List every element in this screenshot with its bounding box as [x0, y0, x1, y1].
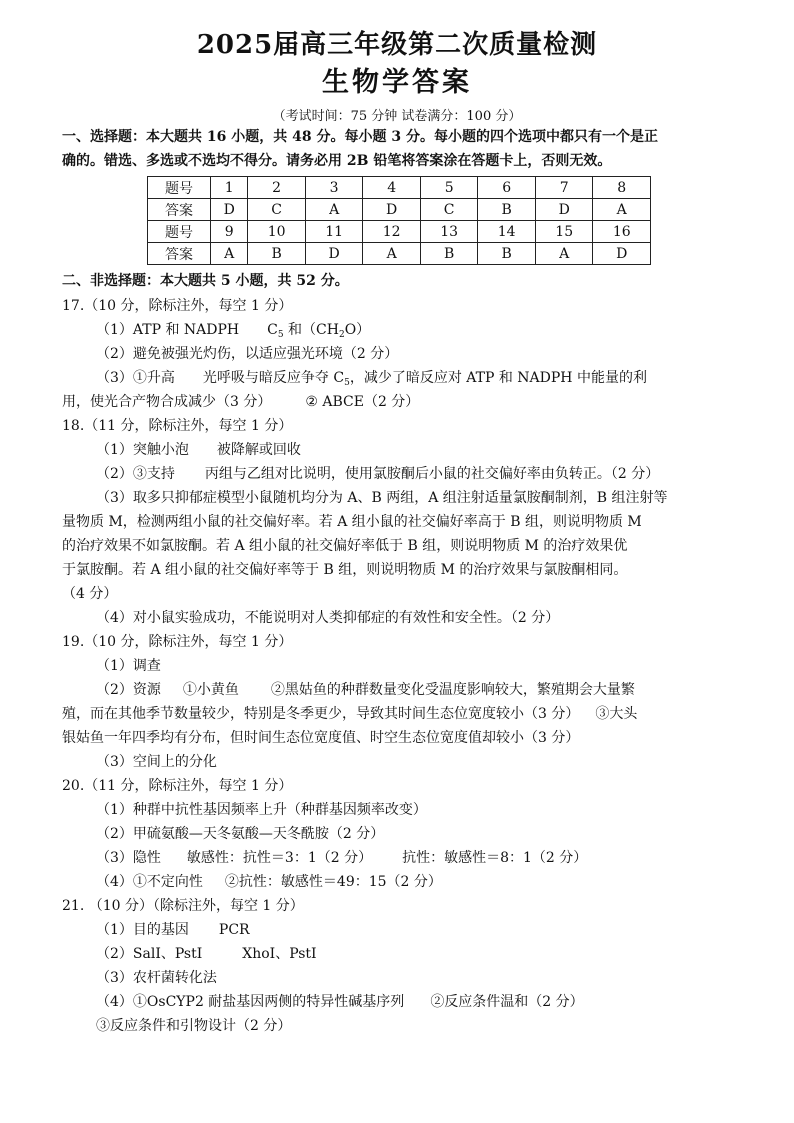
table-cell: 15	[535, 221, 593, 243]
table-cell: 8	[593, 177, 651, 199]
multiple-choice-answer-table	[147, 176, 651, 265]
table-cell: 3	[305, 177, 363, 199]
q21-answer-1	[96, 921, 250, 939]
answer-text: ，减少了暗反应对 ATP 和 NADPH 中能量的利	[349, 370, 647, 386]
answer-title: 生物学答案	[322, 67, 472, 98]
q17-answer-3-line2	[62, 393, 419, 411]
answer-text: （1）突触小泡	[96, 442, 189, 458]
table-cell: B	[478, 199, 536, 221]
subscript: 2	[338, 330, 345, 340]
table-cell: 4	[363, 177, 421, 199]
answer-text: ②抗性：敏感性＝49：15（2 分）	[224, 874, 442, 890]
answer-text: （2）资源	[96, 682, 161, 698]
q20-answer-1: （1）种群中抗性基因频率上升（种群基因频率改变）	[96, 802, 427, 818]
q17-heading: 17.（10 分，除标注外，每空 1 分）	[62, 298, 293, 314]
table-cell: B	[478, 243, 536, 265]
table-cell: C	[420, 199, 478, 221]
answer-text: ①小黄鱼	[182, 682, 239, 698]
q20-answer-3	[96, 849, 587, 867]
q18-answer-1	[96, 441, 301, 459]
table-row-header: 题号	[148, 221, 211, 243]
answer-text: （1）ATP 和 NADPH	[96, 322, 240, 338]
table-row-header: 题号	[148, 177, 211, 199]
table-cell: D	[363, 199, 421, 221]
q17-answer-1	[96, 321, 370, 339]
exam-info: （考试时间：75 分钟 试卷满分：100 分）	[272, 109, 522, 124]
q21-answer-4	[96, 993, 584, 1011]
answer-text: C	[267, 322, 278, 338]
section2-heading: 二、非选择题：本大题共 5 小题，共 52 分。	[62, 273, 349, 289]
q19-answer-2-line2	[62, 705, 637, 723]
table-cell: 11	[305, 221, 363, 243]
table-row-header: 答案	[148, 243, 211, 265]
table-cell: A	[211, 243, 248, 265]
q20-heading: 20.（11 分，除标注外，每空 1 分）	[62, 778, 293, 794]
table-cell: A	[305, 199, 363, 221]
q18-answer-4: （4）对小鼠实验成功，不能说明对人类抑郁症的有效性和安全性。（2 分）	[96, 610, 560, 626]
table-cell: 7	[535, 177, 593, 199]
answer-text: XhoI、PstI	[242, 946, 317, 962]
q18-answer-3-line4: 于氯胺酮。若 A 组小鼠的社交偏好率等于 B 组，则说明物质 M 的治疗效果与氯胺酮相同。	[62, 562, 628, 578]
q21-answer-3: （3）农杆菌转化法	[96, 970, 217, 986]
table-cell: 14	[478, 221, 536, 243]
exam-title: 2025届高三年级第二次质量检测	[196, 30, 598, 60]
q19-heading: 19.（10 分，除标注外，每空 1 分）	[62, 634, 293, 650]
q18-answer-3-line5: （4 分）	[62, 586, 118, 602]
table-cell: C	[248, 199, 306, 221]
q21-answer-2	[96, 945, 317, 963]
answer-text: ③大头	[595, 706, 638, 722]
q20-answer-2: （2）甲硫氨酸—天冬氨酸—天冬酰胺（2 分）	[96, 826, 385, 842]
table-row	[148, 199, 651, 221]
answer-text: O）	[344, 322, 371, 338]
table-row	[148, 221, 651, 243]
q21-heading: 21. （10 分）（除标注外，每空 1 分）	[62, 898, 304, 914]
answer-text: 和（CH	[283, 322, 339, 338]
table-cell: 12	[363, 221, 421, 243]
answer-text: PCR	[218, 922, 250, 938]
table-cell: A	[363, 243, 421, 265]
table-row	[148, 243, 651, 265]
answer-text: ② ABCE（2 分）	[305, 394, 420, 410]
q18-answer-3-line3: 的治疗效果不如氯胺酮。若 A 组小鼠的社交偏好率低于 B 组，则说明物质 M 的治疗效果优	[62, 538, 628, 554]
answer-text: ②黑姑鱼的种群数量变化受温度影响较大，繁殖期会大量繁	[270, 682, 635, 698]
q18-answer-3-line2: 量物质 M，检测两组小鼠的社交偏好率。若 A 组小鼠的社交偏好率高于 B 组，则说明物质 M	[62, 514, 642, 530]
table-cell: D	[593, 243, 651, 265]
table-cell: 6	[478, 177, 536, 199]
answer-text: 殖，而在其他季节数量较少，特别是冬季更少，导致其时间生态位宽度较小（3 分）	[62, 706, 580, 722]
answer-text: （3）隐性	[96, 850, 161, 866]
q20-answer-4	[96, 873, 442, 891]
table-row-header: 答案	[148, 199, 211, 221]
subscript: 5	[277, 330, 284, 340]
table-cell: A	[593, 199, 651, 221]
answer-text: （4）①不定向性	[96, 874, 203, 890]
table-cell: B	[248, 243, 306, 265]
table-cell: 16	[593, 221, 651, 243]
q18-answer-3-line1: （3）取多只抑郁症模型小鼠随机均分为 A、B 两组，A 组注射适量氯胺酮制剂，B 组注射等	[96, 490, 668, 506]
answer-text: 被降解或回收	[216, 442, 301, 458]
answer-text: （4）①OsCYP2 耐盐基因两侧的特异性碱基序列	[96, 994, 405, 1010]
section1-instruction-line1: 一、选择题：本大题共 16 小题，共 48 分。每小题 3 分。每小题的四个选项中都只有一个是正	[62, 129, 658, 145]
answer-text: （3）①升高	[96, 370, 175, 386]
section1-instruction-line2: 确的。错选、多选或不选均不得分。请务必用 2B 铅笔将答案涂在答题卡上，否则无效。	[62, 153, 612, 169]
table-cell: B	[420, 243, 478, 265]
q18-answer-2	[96, 465, 659, 483]
answer-text: 光呼吸与暗反应争夺 C	[202, 370, 345, 386]
q19-answer-2-line3: 银姑鱼一年四季均有分布，但时间生态位宽度值、时空生态位宽度值却较小（3 分）	[62, 730, 580, 746]
q19-answer-1: （1）调查	[96, 658, 161, 674]
table-cell: 10	[248, 221, 306, 243]
table-cell: 1	[211, 177, 248, 199]
table-cell: D	[305, 243, 363, 265]
q17-answer-2: （2）避免被强光灼伤，以适应强光环境（2 分）	[96, 346, 399, 362]
q17-answer-3-line1	[96, 369, 647, 387]
q21-answer-5: ③反应条件和引物设计（2 分）	[96, 1018, 292, 1034]
table-cell: 9	[211, 221, 248, 243]
table-cell: D	[211, 199, 248, 221]
table-cell: 5	[420, 177, 478, 199]
answer-text: 敏感性：抗性＝3：1（2 分）	[186, 850, 373, 866]
table-cell: A	[535, 243, 593, 265]
q19-answer-2-line1	[96, 681, 635, 699]
table-cell: D	[535, 199, 593, 221]
answer-text: ②反应条件温和（2 分）	[430, 994, 584, 1010]
answer-text: 用，使光合产物合成减少（3 分）	[62, 394, 272, 410]
answer-text: 丙组与乙组对比说明，使用氯胺酮后小鼠的社交偏好率由负转正。（2 分）	[204, 466, 660, 482]
answer-text: 抗性：敏感性＝8：1（2 分）	[402, 850, 588, 866]
table-cell: 13	[420, 221, 478, 243]
answer-text: （1）目的基因	[96, 922, 189, 938]
table-cell: 2	[248, 177, 306, 199]
subscript: 5	[344, 378, 350, 388]
answer-text: （2）③支持	[96, 466, 175, 482]
q18-heading: 18.（11 分，除标注外，每空 1 分）	[62, 418, 293, 434]
q19-answer-3: （3）空间上的分化	[96, 754, 217, 770]
table-row	[148, 177, 651, 199]
answer-text: （2）SalI、PstI	[96, 946, 203, 962]
